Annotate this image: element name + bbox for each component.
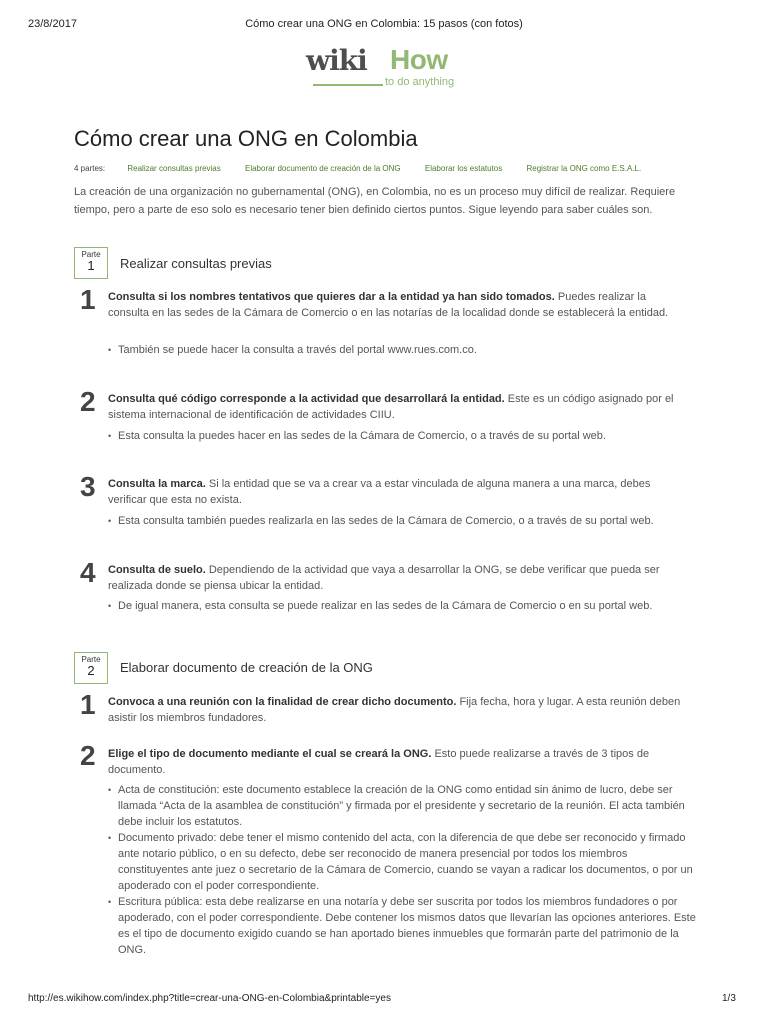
step-1-2-bullets — [108, 428, 698, 444]
article-title: Cómo crear una ONG en Colombia — [74, 126, 418, 151]
part-2-title: Elaborar documento de creación de la ONG — [120, 660, 373, 675]
step-1-1-bullets — [108, 342, 698, 358]
step-body: Fija fecha, hora y lugar. A esta reunión deben asistir los miembros fundadores. — [108, 696, 681, 724]
step-1-1-text — [108, 289, 688, 321]
step-1-2-text — [108, 391, 688, 423]
step-body: Puedes realizar la consulta en las sedes de la Cámara de Comercio o en las notarías de la localidad donde se establecerá la entidad. — [108, 291, 669, 319]
step-body: Esto puede realizarse a través de 3 tipos de documento. — [108, 748, 650, 776]
bullet-item: • Acta de constitución: este documento establece la creación de la ONG como entidad sin ánimo de lucro, debe ser llamada “Acta de la asamblea de constitución” y firmada por el presidente y secretario de la reunión. El acta también debe incluir los estatutos. — [118, 782, 698, 830]
logo-how-text: How — [390, 44, 448, 75]
part-link-2[interactable]: Elaborar documento de creación de la ONG — [244, 164, 401, 173]
bullet-item: • De igual manera, esta consulta se puede realizar en las sedes de la Cámara de Comercio o en su portal web. — [118, 598, 698, 614]
print-header-title: Cómo crear una ONG en Colombia: 15 pasos (con fotos) — [245, 18, 523, 30]
part-1-badge — [74, 247, 108, 279]
parts-label: 4 partes: — [74, 164, 106, 173]
print-footer-page: 1/3 — [722, 993, 736, 1004]
bullet-item: • Escritura pública: esta debe realizarse en una notaría y debe ser suscrita por todos los miembros fundadores o por apoderado, con el poder correspondiente. Debe contener los mismos datos que llevarían las opciones anteriores. Este es el tipo de documento exigido cuando se han aportado bienes inmuebles que formarán parte del patrimonio de la ONG. — [118, 894, 698, 958]
step-bold: Consulta la marca. — [108, 478, 206, 490]
bullet-item: • Esta consulta la puedes hacer en las sedes de la Cámara de Comercio, o a través de su portal web. — [118, 428, 698, 444]
bullet-item: • Documento privado: debe tener el mismo contenido del acta, con la diferencia de que debe ser reconocido y firmado ante notario público, o en su defecto, debe ser reconocido de manera presencial por todos los miembros constituyentes ante juez o secretario de la Cámara de Comercio, cuando se vayan a radicar los documentos, o por un apoderado con el poder correspondiente. — [118, 830, 698, 894]
print-footer-url: http://es.wikihow.com/index.php?title=crear-una-ONG-en-Colombia&printable=yes — [28, 993, 391, 1004]
logo-wiki-text: wiki — [306, 44, 367, 77]
step-body: Dependiendo de la actividad que vaya a desarrollar la ONG, se debe verificar que pueda ser realizada donde se piensa ubicar la entidad. — [108, 564, 660, 592]
step-1-3-bullets — [108, 513, 698, 529]
step-1-3-text — [108, 476, 688, 508]
step-1-4-bullets — [108, 598, 698, 614]
step-number: 4 — [80, 557, 96, 588]
bullet-item: • Esta consulta también puedes realizarla en las sedes de la Cámara de Comercio, o a través de su portal web. — [118, 513, 698, 529]
wikihow-logo[interactable] — [306, 44, 466, 92]
step-number: 3 — [80, 471, 96, 502]
article-intro: La creación de una organización no gubernamental (ONG), en Colombia, no es un proceso muy difícil de realizar. Requiere tiempo, pero a parte de eso solo es necesario tener bien definido ciertos puntos. Sigue leyendo para saber cuáles son. — [74, 186, 676, 216]
step-bold: Consulta qué código corresponde a la actividad que desarrollará la entidad. — [108, 393, 505, 405]
step-2-2-bullets — [108, 782, 698, 958]
step-bold: Consulta si los nombres tentativos que quieres dar a la entidad ya han sido tomados. — [108, 291, 555, 303]
step-bold: Elige el tipo de documento mediante el cual se creará la ONG. — [108, 748, 432, 760]
step-body: Este es un código asignado por el sistema internacional de identificación de actividades CIIU. — [108, 393, 674, 421]
step-number: 1 — [80, 284, 96, 315]
part-1-title: Realizar consultas previas — [120, 256, 272, 271]
step-2-1-text — [108, 694, 688, 726]
step-1-4-text — [108, 562, 688, 594]
logo-underline — [313, 84, 383, 86]
part-number: 1 — [87, 258, 95, 273]
step-2-2-text — [108, 746, 688, 778]
part-link-3[interactable]: Elaborar los estatutos — [424, 164, 503, 173]
step-bold: Convoca a una reunión con la finalidad de crear dicho documento. — [108, 696, 457, 708]
part-2-badge — [74, 652, 108, 684]
print-header-date: 23/8/2017 — [28, 18, 77, 30]
part-link-4[interactable]: Registrar la ONG como E.S.A.L. — [526, 164, 642, 173]
part-word: Parte — [81, 655, 101, 664]
part-word: Parte — [81, 250, 101, 259]
logo-tagline: to do anything — [385, 76, 455, 88]
step-bold: Consulta de suelo. — [108, 564, 206, 576]
bullet-item: • También se puede hacer la consulta a través del portal www.rues.com.co. — [118, 342, 698, 358]
part-link-1[interactable]: Realizar consultas previas — [127, 164, 221, 173]
step-number: 2 — [80, 740, 96, 771]
parts-navigation — [74, 164, 663, 173]
part-number: 2 — [87, 663, 95, 678]
step-body: Si la entidad que se va a crear va a estar vinculada de alguna manera a una marca, debes verificar que esta no exista. — [108, 478, 651, 506]
step-number: 2 — [80, 386, 96, 417]
step-number: 1 — [80, 689, 96, 720]
